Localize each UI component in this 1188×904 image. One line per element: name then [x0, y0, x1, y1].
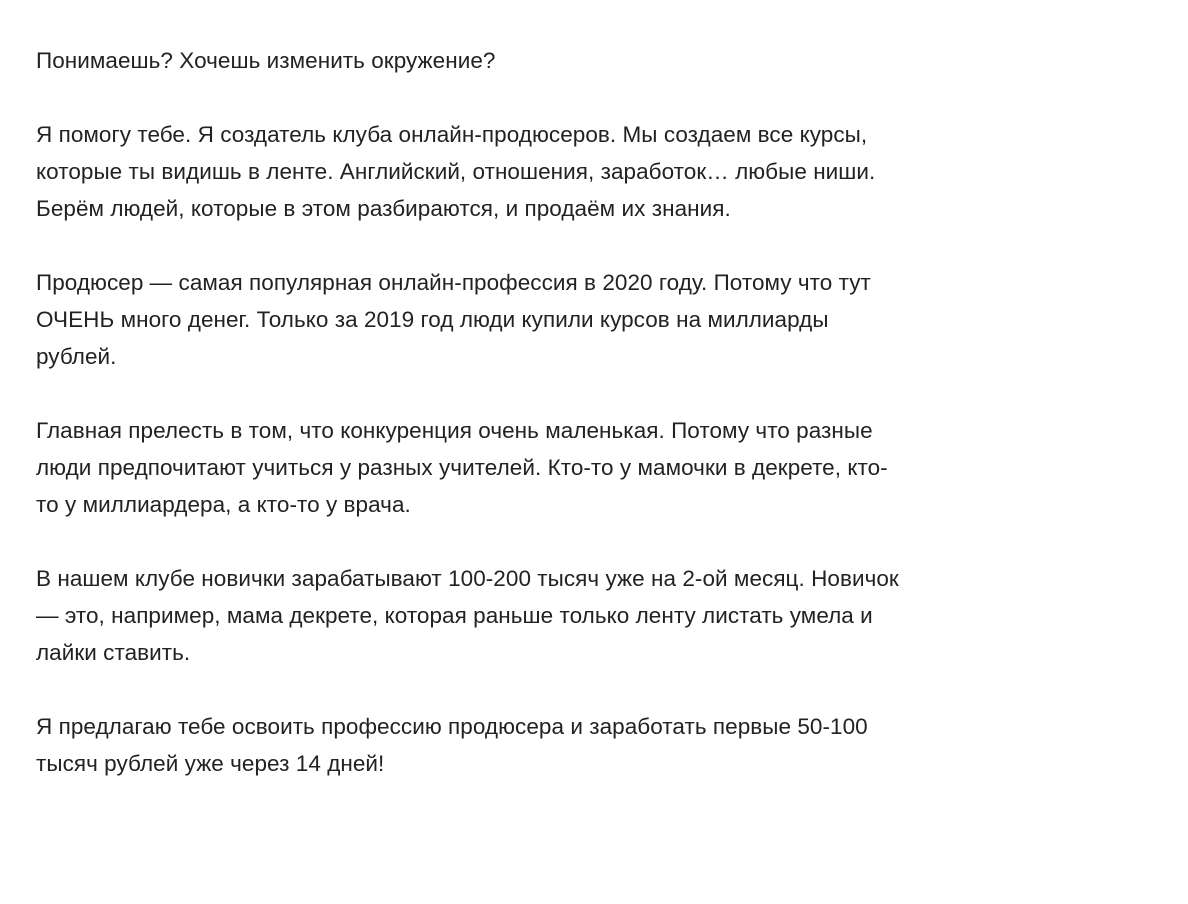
- text-line: которые ты видишь в ленте. Английский, отношения, заработок… любые ниши.: [36, 159, 876, 184]
- text-line: Главная прелесть в том, что конкуренция очень маленькая. Потому что разные: [36, 418, 873, 443]
- paragraph-profession: [36, 264, 1146, 375]
- text-line: лайки ставить.: [36, 640, 191, 665]
- text-line: ОЧЕНЬ много денег. Только за 2019 год люди купили курсов на миллиарды: [36, 307, 829, 332]
- text-line: рублей.: [36, 344, 117, 369]
- paragraph-offer: [36, 708, 1146, 782]
- paragraph-earnings: [36, 560, 1146, 671]
- text-line: Берём людей, которые в этом разбираются, и продаём их знания.: [36, 196, 731, 221]
- paragraph-competition: [36, 412, 1146, 523]
- text-line: В нашем клубе новички зарабатывают 100-200 тысяч уже на 2-ой месяц. Новичок: [36, 566, 899, 591]
- text-line: Понимаешь? Хочешь изменить окружение?: [36, 48, 496, 73]
- paragraph-intro: [36, 116, 1146, 227]
- text-line: — это, например, мама декрете, которая раньше только ленту листать умела и: [36, 603, 873, 628]
- text-line: Я предлагаю тебе освоить профессию продюсера и заработать первые 50-100: [36, 714, 868, 739]
- text-line: то у миллиардера, а кто-то у врача.: [36, 492, 411, 517]
- article-body: [36, 42, 1146, 782]
- text-line: Продюсер — самая популярная онлайн-профессия в 2020 году. Потому что тут: [36, 270, 871, 295]
- text-line: люди предпочитают учиться у разных учителей. Кто-то у мамочки в декрете, кто-: [36, 455, 888, 480]
- text-line: Я помогу тебе. Я создатель клуба онлайн-продюсеров. Мы создаем все курсы,: [36, 122, 868, 147]
- text-line: тысяч рублей уже через 14 дней!: [36, 751, 385, 776]
- paragraph-question: [36, 42, 1146, 79]
